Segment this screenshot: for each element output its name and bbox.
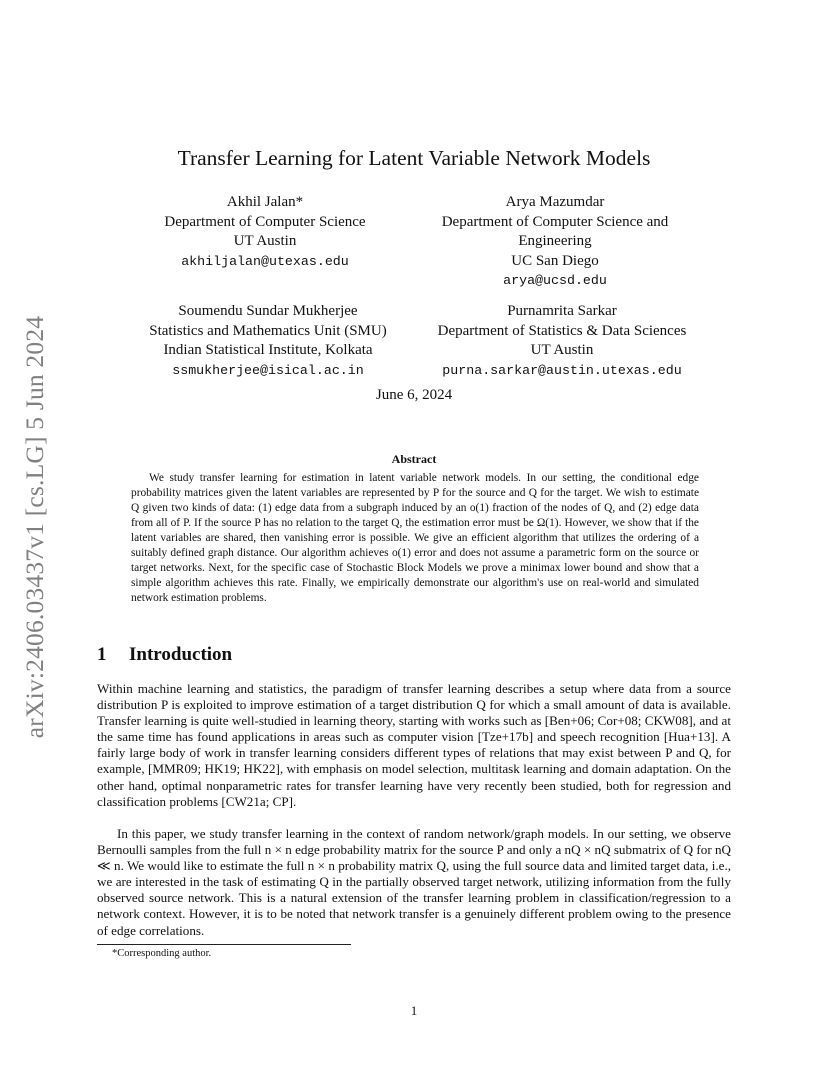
author-affiliation: Department of Computer Science [164,213,366,230]
abstract-body: We study transfer learning for estimation in latent variable network models. In our setting, the conditional edge probability matrices given the latent variables are represented by P for the source and Q for the target. We wish to estimate Q given two kinds of data: (1) edge data from a subgraph induced by an o(1) fraction of the nodes of Q, and (2) edge data from all of P. If the source P has no relation to the target Q, the estimation error must be Ω(1). However, we show that if the latent variables are shared, then vanishing error is possible. We give an efficient algorithm that utilizes the ordering of a suitably defined graph distance. Our algorithm achieves o(1) error and does not assume a parametric form on the source or target networks. Next, for the specific case of Stochastic Block Models we prove a minimax lower bound and show that a simple algorithm achieves this rate. Finally, we empirically demonstrate our algorithm's use on real-world and simulated network estimation problems. [131,472,699,605]
author-email: arya@ucsd.edu [503,273,607,288]
author-name: Soumendu Sundar Mukherjee [178,303,358,319]
author-email: akhiljalan@utexas.edu [181,253,349,269]
author-affiliation: Department of Computer Science and [441,213,669,230]
footnote-rule [97,944,351,945]
author-block-4 [412,302,712,380]
section-heading [97,644,232,666]
abstract-heading: Abstract [391,452,437,466]
author-affiliation: UT Austin [233,233,297,249]
section-title: Introduction [129,644,233,665]
author-block-1 [130,193,400,271]
intro-paragraph-1: Within machine learning and statistics, the paradigm of transfer learning describes a setup where data from a source distribution P is exploited to improve estimation of a target distribution Q for which a small amount of data is available. Transfer learning is quite well-studied in learning theory, starting with works such as [Ben+06; Cor+08; CKW08], and at the same time has found applications in areas such as computer vision [Tze+17b] and speech recognition [Hua+13]. A fairly large body of work in transfer learning considers different types of relations that may exist between P and Q, for example, [MMR09; HK19; HK22], with emphasis on model selection, multitask learning and domain adaptation. On the other hand, optimal nonparametric rates for transfer learning have very recently been studied, both for regression and classification problems [CW21a; CP]. [97,681,731,809]
author-affiliation: Indian Statistical Institute, Kolkata [163,342,373,358]
publication-date: June 6, 2024 [375,387,453,403]
author-affiliation: Engineering [518,233,592,249]
author-name: Arya Mazumdar [505,194,605,210]
author-affiliation: UC San Diego [511,252,599,269]
author-affiliation: Statistics and Mathematics Unit (SMU) [149,322,387,339]
author-affiliation: Department of Statistics & Data Sciences [437,322,687,339]
paper-title: Transfer Learning for Latent Variable Network Models [177,146,651,170]
author-name: Purnamrita Sarkar [507,303,617,319]
footnote: *Corresponding author. [112,948,212,959]
arxiv-identifier-stamp [21,297,49,757]
author-block-3 [118,302,418,380]
author-email: ssmukherjee@isical.ac.in [172,362,364,378]
intro-paragraph-2: In this paper, we study transfer learning in the context of random network/graph models. In our setting, we observe Bernoulli samples from the full n × n edge probability matrix for the source P and only a nQ × nQ submatrix of Q for nQ ≪ n. We would like to estimate the full n × n probability matrix Q, using the full source data and limited target data, i.e., we are interested in the task of estimating Q in the partially observed target network, utilizing information from the fully observed source network. This is a natural extension of the transfer learning problem in classification/regression to a network context. However, it is to be noted that network transfer is a genuinely different problem owing to the presence of edge correlations. [97,826,731,938]
section-number: 1 [97,644,107,665]
author-email: purna.sarkar@austin.utexas.edu [442,362,682,378]
author-block-2 [410,193,700,291]
author-name: Akhil Jalan* [226,194,304,210]
arxiv-identifier-text: arXiv:2406.03437v1 [cs.LG] 5 Jun 2024 [20,315,49,739]
page-number: 1 [410,1003,418,1018]
author-affiliation: UT Austin [530,342,594,358]
